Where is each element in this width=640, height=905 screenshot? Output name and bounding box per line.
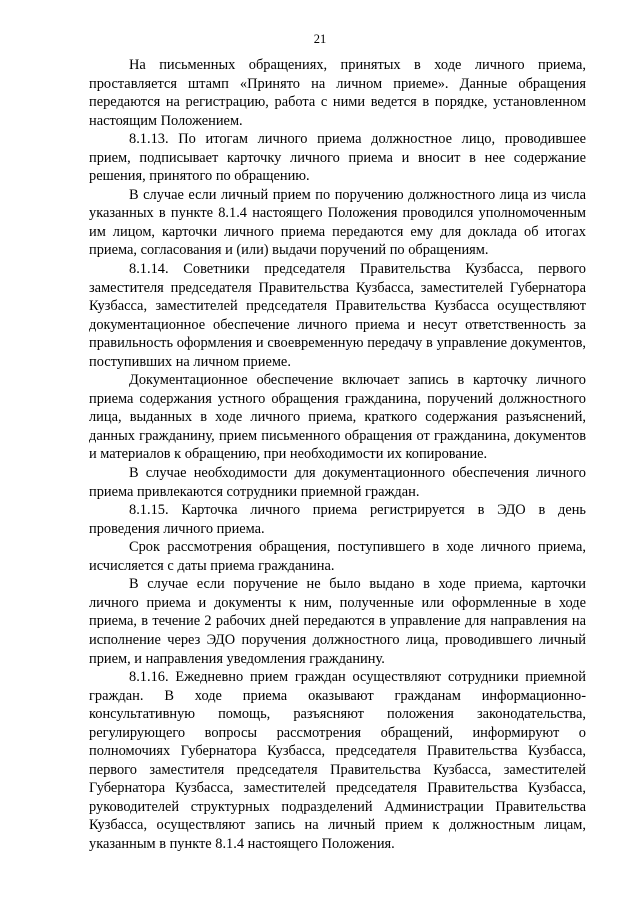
paragraph-8-1-16: 8.1.16. Ежедневно прием граждан осуществляют сотрудники приемной граждан. В ходе приема оказывают гражданам информационно-консультативную помощь, разъясняют положения законодательства, регулирующего вопросы рассмотрения обращений, информируют о полномочиях Губернатора Кузбасса, председателя Правительства Кузбасса, первого заместителя председателя Правительства Кузбасса, заместителей Губернатора Кузбасса, заместителей председателя Правительства Кузбасса, руководителей структурных подразделений Администрации Правительства Кузбасса, осуществляют запись на личный прием к должностным лицам, указанным в пункте 8.1.4 настоящего Положения.: [89, 669, 586, 852]
paragraph-reception-staff: В случае необходимости для документационного обеспечения личного приема привлекаются сотрудники приемной граждан.: [89, 465, 586, 500]
page-number: 21: [313, 32, 327, 46]
paragraph-authorized-person: В случае если личный прием по поручению должностного лица из числа указанных в пункте 8.1.4 настоящего Положения проводился уполномоченным им лицом, карточки личного приема передаются ему для доклада об итогах приема, согласования и (или) выдачи поручений по обращениям.: [89, 186, 586, 259]
paragraph-review-term: Срок рассмотрения обращения, поступившего в ходе личного приема, исчисляется с даты приема гражданина.: [89, 539, 586, 574]
paragraph-8-1-14: 8.1.14. Советники председателя Правительства Кузбасса, первого заместителя председателя Правительства Кузбасса, заместителей Губернатора Кузбасса, заместителей председателя Правительства Кузбасса осуществляют документационное обеспечение личного приема и несут ответственность за правильность оформления и своевременную передачу в управление документов, поступивших на личном приеме.: [89, 261, 586, 370]
paragraph-stamp-notice: На письменных обращениях, принятых в ходе личного приема, проставляется штамп «Принято на личном приеме». Данные обращения передаются на регистрацию, работа с ними ведется в порядке, установленном настоящим Положением.: [89, 57, 586, 129]
paragraph-8-1-13: 8.1.13. По итогам личного приема должностное лицо, проводившее прием, подписывает карточку личного приема и вносит в нее содержание решения, принятого по обращению.: [89, 131, 586, 185]
paragraph-no-instruction: В случае если поручение не было выдано в ходе приема, карточки личного приема и документы к ним, полученные или оформленные в ходе приема, в течение 2 рабочих дней передаются в управление для направления на исполнение через ЭДО поручения должностного лица, проводившего личный прием, и направления уведомления гражданину.: [89, 576, 586, 667]
document-body: [89, 56, 586, 854]
paragraph-documentation-support: Документационное обеспечение включает запись в карточку личного приема содержания устного обращения гражданина, поручений должностного лица, выданных в ходе личного приема, краткого содержания разъяснений, данных гражданину, прием письменного обращения от гражданина, документов и материалов к обращению, при необходимости их копирование.: [89, 372, 586, 463]
paragraph-8-1-15: 8.1.15. Карточка личного приема регистрируется в ЭДО в день проведения личного приема.: [89, 502, 586, 537]
